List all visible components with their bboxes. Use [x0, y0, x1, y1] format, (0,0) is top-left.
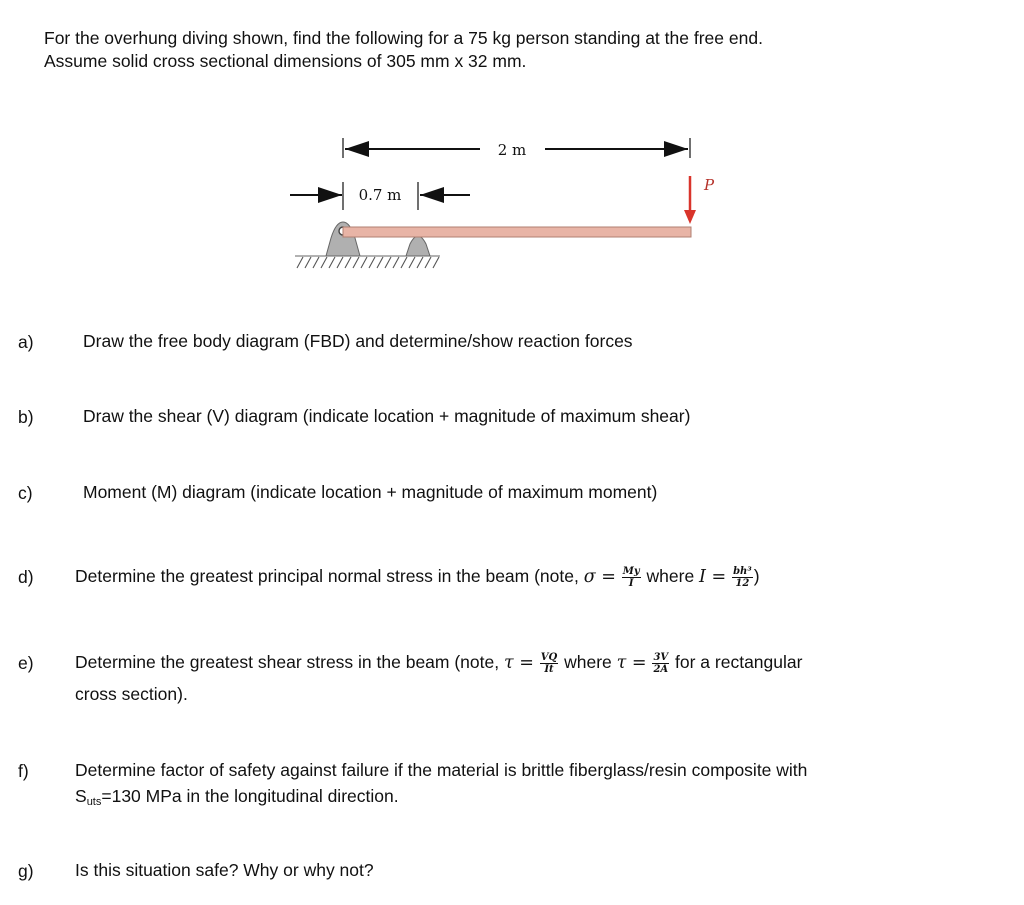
question-e-text [75, 650, 802, 676]
intro-line-2: Assume solid cross sectional dimensions of 305 mm x 32 mm. [44, 51, 527, 71]
load-label: P [704, 176, 715, 194]
question-c-label: c) [18, 483, 33, 503]
question-f-label: f) [18, 761, 29, 781]
question-d-label: d) [18, 567, 34, 587]
question-e-line-2: cross section). [75, 684, 188, 704]
question-g-text: Is this situation safe? Why or why not? [75, 860, 374, 880]
where-text: where [641, 566, 700, 586]
question-e-label: e) [18, 653, 34, 673]
i-equals: I = [699, 567, 727, 587]
strength-subscript: uts [86, 796, 102, 808]
diving-board-beam [343, 227, 691, 237]
max-shear-fraction: $\frac{3V}{2A}$ [653, 651, 669, 675]
question-f-line-2 [75, 784, 399, 815]
moment-of-inertia-fraction: $\frac{\text{bh³}}{12}$ [733, 565, 752, 589]
question-d-text [75, 564, 760, 590]
strength-symbol: S [75, 786, 87, 806]
load-arrow [684, 176, 715, 224]
question-d-text-before: Determine the greatest principal normal stress in the beam (note, [75, 566, 584, 586]
diving-board-figure [0, 0, 1024, 310]
dimension-0-7m [290, 182, 470, 210]
ground-hatch [295, 256, 440, 268]
question-e-text-after: for a rectangular [670, 652, 803, 672]
dimension-2m-label: 2 m [497, 141, 527, 159]
close-paren: ) [753, 566, 760, 586]
question-e-text-before: Determine the greatest shear stress in the beam (note, [75, 652, 504, 672]
question-b-label: b) [18, 407, 34, 427]
sigma-equals: σ = [583, 567, 616, 587]
question-f-line-1: Determine factor of safety against failure if the material is brittle fiberglass/resin composite with [75, 760, 808, 780]
dimension-2m [343, 138, 690, 159]
dimension-0-7m-label: 0.7 m [358, 186, 402, 204]
tau-equals: τ = [503, 653, 534, 673]
bending-stress-fraction: $\frac{My}{I}$ [622, 565, 640, 589]
question-a-label: a) [18, 332, 34, 352]
where-text: where [559, 652, 617, 672]
question-b-text: Draw the shear (V) diagram (indicate location + magnitude of maximum shear) [83, 406, 691, 426]
question-c-text: Moment (M) diagram (indicate location + magnitude of maximum moment) [83, 482, 658, 502]
question-g-label: g) [18, 861, 34, 881]
roller-support [406, 236, 430, 256]
question-f-line-2-rest: =130 MPa in the longitudinal direction. [101, 786, 399, 806]
shear-stress-fraction: $\frac{VQ}{It}$ [540, 651, 558, 675]
question-a-text: Draw the free body diagram (FBD) and determine/show reaction forces [83, 331, 633, 351]
intro-line-1: For the overhung diving shown, find the following for a 75 kg person standing at the free end. [44, 28, 763, 48]
tau-equals-2: τ = [616, 653, 647, 673]
